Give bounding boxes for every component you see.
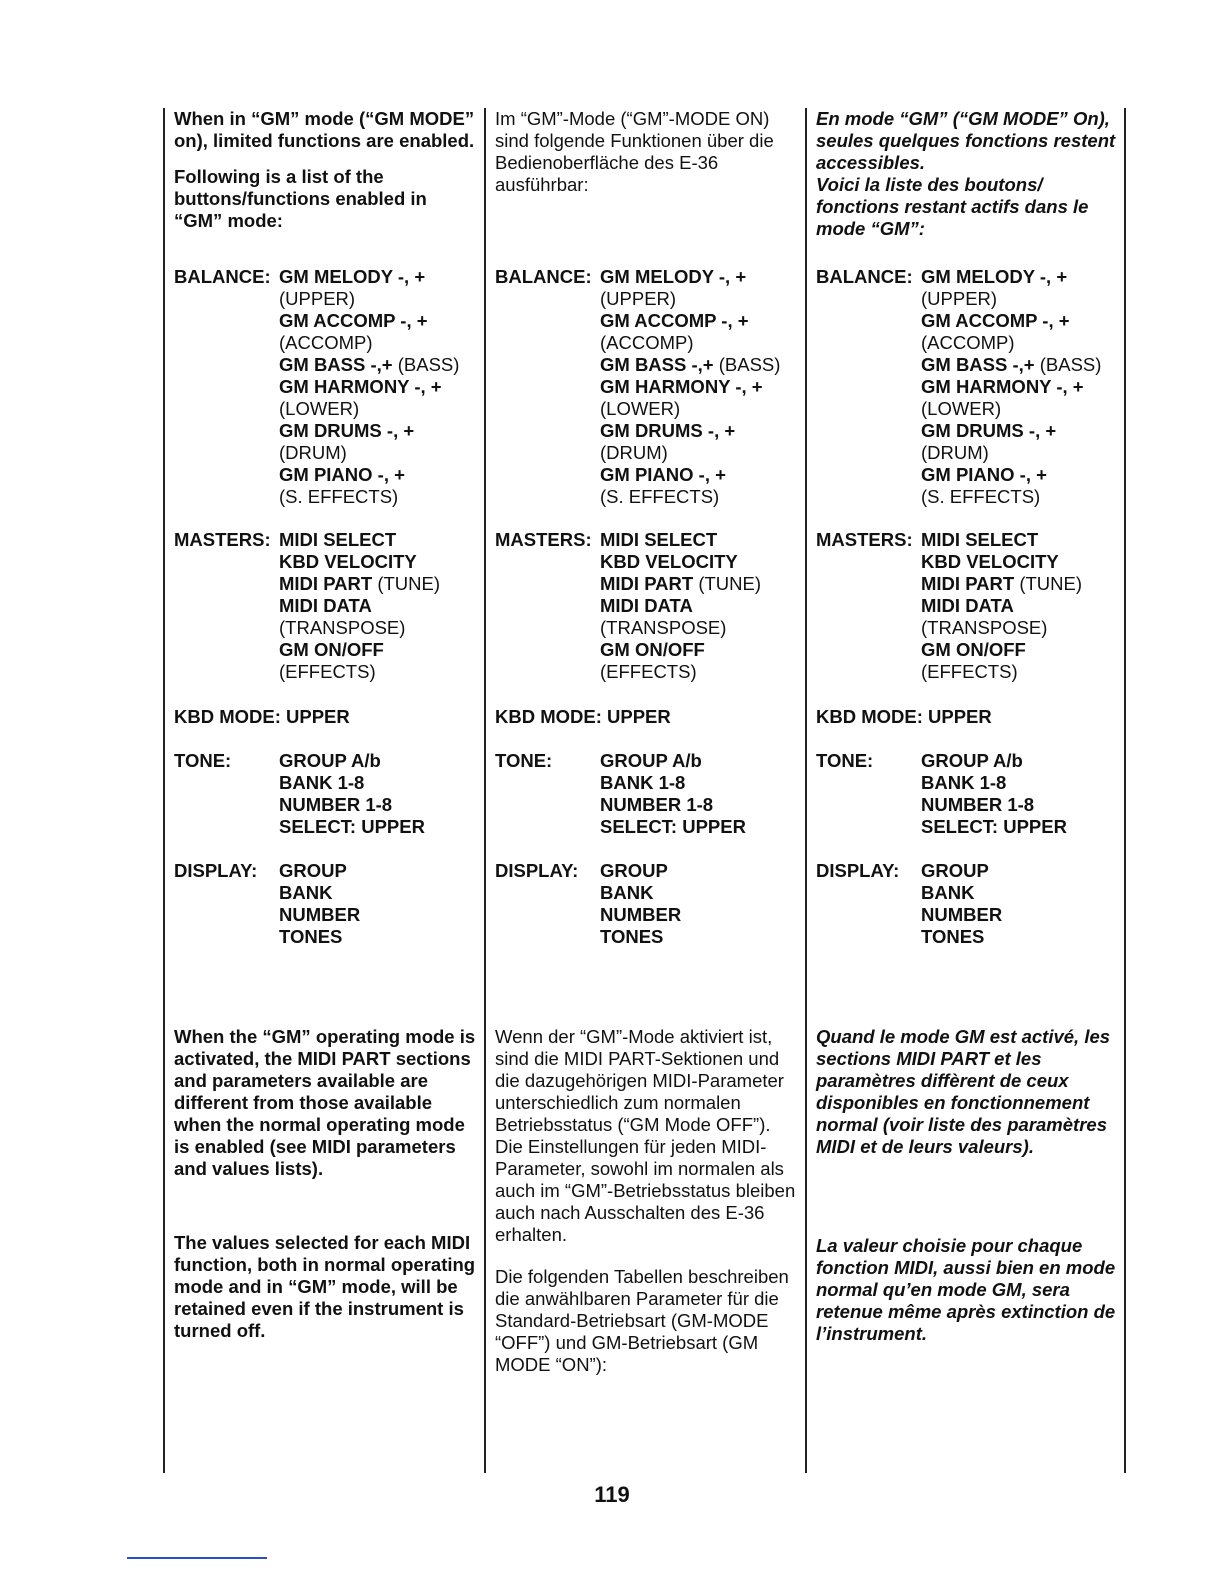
balance-item [921,310,1121,332]
balance-item [279,420,479,442]
masters-section [174,529,479,683]
balance-item-bold: GM MELODY -, + [921,266,1068,287]
balance-item-bold: GM ACCOMP -, + [279,310,428,331]
balance-item-normal: (ACCOMP) [279,332,373,353]
masters-item [921,529,1121,551]
balance-item-bold: GM BASS -,+ [921,354,1035,375]
balance-item [600,420,800,442]
balance-item-normal: (ACCOMP) [600,332,694,353]
display-label: DISPLAY: [816,860,900,881]
tone-item: SELECT: UPPER [600,816,746,837]
bottom-paragraph: Wenn der “GM”-Mode aktiviert ist, sind die MIDI PART-Sektionen und die dazugehörigen MIDI-Parameter unterschiedlich zum normalen Betriebsstatus (“GM Mode OFF”). Die Einstellungen für jeden MIDI-Parameter, sowohl im normalen als auch im “GM”-Betriebsstatus bleiben auch nach Ausschalten des E-36 erhalten. [495,1026,796,1245]
intro-block [816,108,1121,240]
balance-item-normal: (BASS) [1034,354,1102,375]
masters-item [279,573,479,595]
display-item: GROUP [279,860,347,881]
intro-paragraph: Voici la liste des boutons/ fonctions restant actifs dans le mode “GM”: [816,174,1089,239]
balance-item [279,398,479,420]
balance-item-bold: GM HARMONY -, + [600,376,763,397]
balance-item-bold: GM MELODY -, + [600,266,747,287]
masters-label: MASTERS: [816,529,913,550]
kbd-mode: KBD MODE: UPPER [816,706,992,727]
masters-values [600,529,800,683]
display-section [495,860,800,948]
masters-item [921,661,1121,683]
tone-label: TONE: [495,750,553,771]
masters-label: MASTERS: [174,529,271,550]
balance-item-normal: (LOWER) [600,398,681,419]
balance-item-bold: GM PIANO -, + [279,464,405,485]
tone-item: SELECT: UPPER [279,816,425,837]
balance-item [600,288,800,310]
balance-item-bold: GM DRUMS -, + [921,420,1057,441]
display-item: TONES [921,926,985,947]
tone-item: GROUP A/b [921,750,1023,771]
tone-item: GROUP A/b [279,750,381,771]
balance-label: BALANCE: [495,266,592,287]
tone-item: NUMBER 1-8 [600,794,714,815]
masters-section [495,529,800,683]
tone-label: TONE: [816,750,874,771]
display-label: DISPLAY: [495,860,579,881]
tone-values [600,750,800,838]
masters-item [600,551,800,573]
balance-item-normal: (BASS) [713,354,781,375]
balance-item-normal: (DRUM) [600,442,668,463]
masters-item-bold: KBD VELOCITY [279,551,417,572]
tone-section [816,750,1121,838]
intro-paragraph: When in “GM” mode (“GM MODE” on), limited functions are enabled. [174,108,475,151]
display-item: BANK [600,882,654,903]
intro-block [495,108,800,196]
masters-item [279,639,479,661]
display-item: GROUP [921,860,989,881]
masters-item-bold: MIDI SELECT [600,529,718,550]
balance-item [600,354,800,376]
balance-item [921,442,1121,464]
balance-item-bold: GM MELODY -, + [279,266,426,287]
divider-mid-1 [484,108,486,1473]
masters-item-normal: (TUNE) [693,573,762,594]
balance-section [816,266,1121,508]
balance-item-normal: (DRUM) [921,442,989,463]
balance-item-bold: GM HARMONY -, + [921,376,1084,397]
balance-item [279,266,479,288]
masters-item-bold: MIDI DATA [279,595,372,616]
tone-item: BANK 1-8 [279,772,365,793]
tone-item: GROUP A/b [600,750,702,771]
bottom-paragraph: When the “GM” operating mode is activated, the MIDI PART sections and parameters available are different from those available when the normal operating mode is enabled (see MIDI parameters and values lists). [174,1026,476,1179]
masters-item-bold: MIDI PART [921,573,1015,594]
balance-item-normal: (S. EFFECTS) [279,486,399,507]
balance-item [279,376,479,398]
masters-item-bold: MIDI DATA [921,595,1014,616]
balance-item-bold: GM PIANO -, + [600,464,726,485]
display-item: BANK [921,882,975,903]
balance-item-bold: GM ACCOMP -, + [921,310,1070,331]
kbd-mode: KBD MODE: UPPER [174,706,350,727]
masters-item-bold: KBD VELOCITY [600,551,738,572]
balance-item-normal: (DRUM) [279,442,347,463]
balance-item [600,310,800,332]
balance-item-normal: (LOWER) [921,398,1002,419]
balance-item-normal: (UPPER) [921,288,998,309]
masters-item [600,595,800,617]
masters-item-bold: GM ON/OFF [279,639,384,660]
balance-item [921,288,1121,310]
balance-item [600,376,800,398]
masters-item [921,595,1121,617]
balance-item [921,464,1121,486]
balance-item-normal: (LOWER) [279,398,360,419]
display-values [921,860,1121,948]
masters-item [279,661,479,683]
masters-label: MASTERS: [495,529,592,550]
balance-item-normal: (UPPER) [600,288,677,309]
display-item: BANK [279,882,333,903]
balance-item [600,464,800,486]
balance-item [279,332,479,354]
balance-item [921,354,1121,376]
balance-values [600,266,800,508]
masters-item [600,573,800,595]
masters-item-normal: (TRANSPOSE) [279,617,406,638]
display-label: DISPLAY: [174,860,258,881]
intro-paragraph: Im “GM”-Mode (“GM”-MODE ON) sind folgende Funktionen über die Bedienoberfläche des E-36 ausführbar: [495,108,774,195]
bottom-paragraph: The values selected for each MIDI function, both in normal operating mode and in “GM” mode, will be retained even if the instrument is turned off. [174,1232,476,1341]
masters-item-normal: (TUNE) [1014,573,1083,594]
divider-left [163,108,165,1473]
balance-item-bold: GM HARMONY -, + [279,376,442,397]
balance-item-bold: GM PIANO -, + [921,464,1047,485]
balance-item [921,266,1121,288]
masters-item-normal: (TUNE) [372,573,441,594]
masters-item-bold: GM ON/OFF [921,639,1026,660]
intro-block [174,108,479,232]
balance-item [921,398,1121,420]
balance-values [279,266,479,508]
balance-item [279,288,479,310]
balance-item [279,464,479,486]
balance-item [279,310,479,332]
masters-item [279,595,479,617]
masters-item-normal: (TRANSPOSE) [921,617,1048,638]
tone-item: SELECT: UPPER [921,816,1067,837]
tone-label: TONE: [174,750,232,771]
masters-item [279,617,479,639]
balance-item-bold: GM ACCOMP -, + [600,310,749,331]
display-item: GROUP [600,860,668,881]
balance-item-bold: GM DRUMS -, + [600,420,736,441]
divider-mid-2 [805,108,807,1473]
intro-paragraph: En mode “GM” (“GM MODE” On), seules quelques fonctions restent accessibles. [816,108,1116,173]
masters-item [600,639,800,661]
balance-item [279,354,479,376]
masters-item-bold: KBD VELOCITY [921,551,1059,572]
footer-rule [127,1557,267,1559]
balance-item-normal: (S. EFFECTS) [921,486,1041,507]
balance-label: BALANCE: [174,266,271,287]
bottom-paragraph: Die folgenden Tabellen beschreiben die anwählbaren Parameter für die Standard-Betriebsart (GM-MODE “OFF”) und GM-Betriebsart (GM MODE “ON”): [495,1266,789,1375]
balance-item [921,376,1121,398]
masters-item-bold: GM ON/OFF [600,639,705,660]
tone-item: NUMBER 1-8 [279,794,393,815]
tone-values [279,750,479,838]
masters-item-bold: MIDI SELECT [279,529,397,550]
tone-values [921,750,1121,838]
masters-item [921,617,1121,639]
tone-section [495,750,800,838]
masters-values [921,529,1121,683]
display-values [600,860,800,948]
balance-item [600,266,800,288]
masters-item [921,573,1121,595]
masters-item [600,661,800,683]
display-item: NUMBER [600,904,682,925]
masters-section [816,529,1121,683]
tone-item: BANK 1-8 [921,772,1007,793]
masters-item [600,529,800,551]
display-item: TONES [600,926,664,947]
masters-item-normal: (EFFECTS) [600,661,697,682]
page-number: 119 [594,1482,630,1507]
balance-item-bold: GM DRUMS -, + [279,420,415,441]
display-section [816,860,1121,948]
balance-item [921,486,1121,508]
masters-item [279,551,479,573]
masters-item-normal: (EFFECTS) [921,661,1018,682]
masters-item-bold: MIDI DATA [600,595,693,616]
display-item: TONES [279,926,343,947]
kbd-mode: KBD MODE: UPPER [495,706,671,727]
tone-item: BANK 1-8 [600,772,686,793]
balance-item-normal: (S. EFFECTS) [600,486,720,507]
balance-section [174,266,479,508]
balance-item [279,486,479,508]
masters-item-bold: MIDI PART [279,573,373,594]
masters-item-normal: (TRANSPOSE) [600,617,727,638]
intro-paragraph: Following is a list of the buttons/functions enabled in “GM” mode: [174,166,427,231]
balance-item-bold: GM BASS -,+ [279,354,393,375]
masters-item-normal: (EFFECTS) [279,661,376,682]
balance-item [921,332,1121,354]
balance-item-normal: (UPPER) [279,288,356,309]
balance-item [600,442,800,464]
balance-item-normal: (BASS) [392,354,460,375]
masters-item-bold: MIDI SELECT [921,529,1039,550]
bottom-paragraph: Quand le mode GM est activé, les sections MIDI PART et les paramètres diffèrent de ceux disponibles en fonctionnement normal (voir liste des paramètres MIDI et de leurs valeurs). [816,1026,1111,1157]
balance-item [279,442,479,464]
balance-item-bold: GM BASS -,+ [600,354,714,375]
display-values [279,860,479,948]
display-item: NUMBER [921,904,1003,925]
masters-item [279,529,479,551]
bottom-paragraph: La valeur choisie pour chaque fonction MIDI, aussi bien en mode normal qu’en mode GM, sera retenue même après extinction de l’instrument. [816,1235,1116,1344]
balance-label: BALANCE: [816,266,913,287]
balance-item-normal: (ACCOMP) [921,332,1015,353]
balance-item [921,420,1121,442]
tone-section [174,750,479,838]
masters-item [921,639,1121,661]
balance-section [495,266,800,508]
masters-values [279,529,479,683]
masters-item [600,617,800,639]
balance-values [921,266,1121,508]
masters-item-bold: MIDI PART [600,573,694,594]
display-item: NUMBER [279,904,361,925]
masters-item [921,551,1121,573]
display-section [174,860,479,948]
balance-item [600,398,800,420]
tone-item: NUMBER 1-8 [921,794,1035,815]
divider-right [1124,108,1126,1473]
balance-item [600,486,800,508]
balance-item [600,332,800,354]
